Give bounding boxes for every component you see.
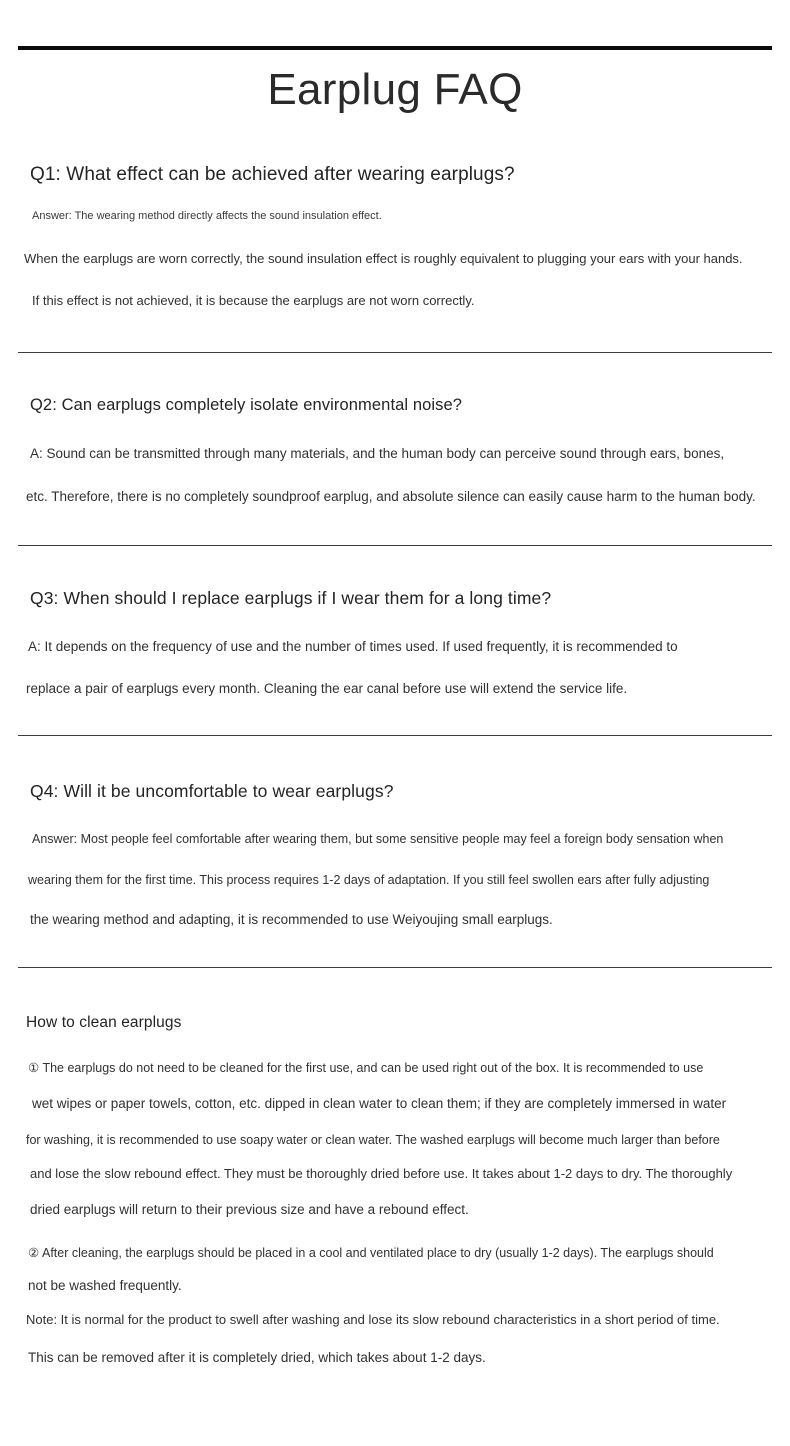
q4-answer-line: wearing them for the first time. This process requires 1-2 days of adaptation. If you still feel swollen ears after fully adjusting: [28, 873, 710, 888]
cleaning-line: ① The earplugs do not need to be cleaned for the first use, and can be used right out of the box. It is recommended to use: [28, 1061, 704, 1076]
section-divider: [18, 967, 772, 968]
q1-answer-line: When the earplugs are worn correctly, the sound insulation effect is roughly equivalent to plugging your ears with your hands.: [24, 251, 743, 267]
q4-question: Q4: Will it be uncomfortable to wear earplugs?: [30, 781, 394, 802]
section-q3: [0, 587, 790, 698]
q3-answer-line: replace a pair of earplugs every month. Cleaning the ear canal before use will extend the service life.: [26, 681, 628, 697]
q3-question: Q3: When should I replace earplugs if I wear them for a long time?: [30, 588, 552, 609]
section-q1: [0, 163, 790, 310]
page-title: Earplug FAQ: [267, 65, 523, 114]
cleaning-line: dried earplugs will return to their previous size and have a rebound effect.: [30, 1201, 469, 1217]
q2-answer-line: A: Sound can be transmitted through many materials, and the human body can perceive sound through ears, bones,: [30, 445, 725, 461]
q1-answer-line: Answer: The wearing method directly affects the sound insulation effect.: [32, 210, 382, 223]
q2-question: Q2: Can earplugs completely isolate environmental noise?: [30, 396, 463, 415]
section-q2: [0, 395, 790, 506]
cleaning-line: not be washed frequently.: [28, 1277, 182, 1293]
cleaning-line: wet wipes or paper towels, cotton, etc. dipped in clean water to clean them; if they are completely immersed in water: [32, 1096, 727, 1112]
top-divider-rule: [18, 46, 772, 50]
cleaning-line: ② After cleaning, the earplugs should be placed in a cool and ventilated place to dry (usually 1-2 days). The earplugs should: [28, 1246, 714, 1261]
faq-page: [0, 46, 790, 1446]
cleaning-line: and lose the slow rebound effect. They must be thoroughly dried before use. It takes about 1-2 days to dry. The thoroughly: [30, 1166, 733, 1182]
section-divider: [18, 735, 772, 736]
cleaning-note-line: Note: It is normal for the product to swell after washing and lose its slow rebound characteristics in a short period of time.: [26, 1312, 720, 1328]
section-divider: [18, 545, 772, 546]
section-q4: [0, 780, 790, 929]
cleaning-line: for washing, it is recommended to use soapy water or clean water. The washed earplugs will become much larger than before: [26, 1133, 720, 1148]
q4-answer-line: Answer: Most people feel comfortable after wearing them, but some sensitive people may feel a foreign body sensation when: [32, 832, 724, 847]
q3-answer-line: A: It depends on the frequency of use and the number of times used. If used frequently, it is recommended to: [28, 639, 678, 655]
cleaning-heading: How to clean earplugs: [26, 1014, 182, 1032]
q4-answer-line: the wearing method and adapting, it is recommended to use Weiyoujing small earplugs.: [30, 911, 553, 927]
q1-question: Q1: What effect can be achieved after wearing earplugs?: [30, 163, 515, 185]
q1-answer-line: If this effect is not achieved, it is because the earplugs are not worn correctly.: [32, 292, 475, 308]
cleaning-note-line: This can be removed after it is completely dried, which takes about 1-2 days.: [28, 1349, 486, 1365]
section-divider: [18, 352, 772, 353]
q2-answer-line: etc. Therefore, there is no completely soundproof earplug, and absolute silence can easily cause harm to the human body.: [26, 489, 756, 505]
section-cleaning: [0, 1013, 790, 1367]
